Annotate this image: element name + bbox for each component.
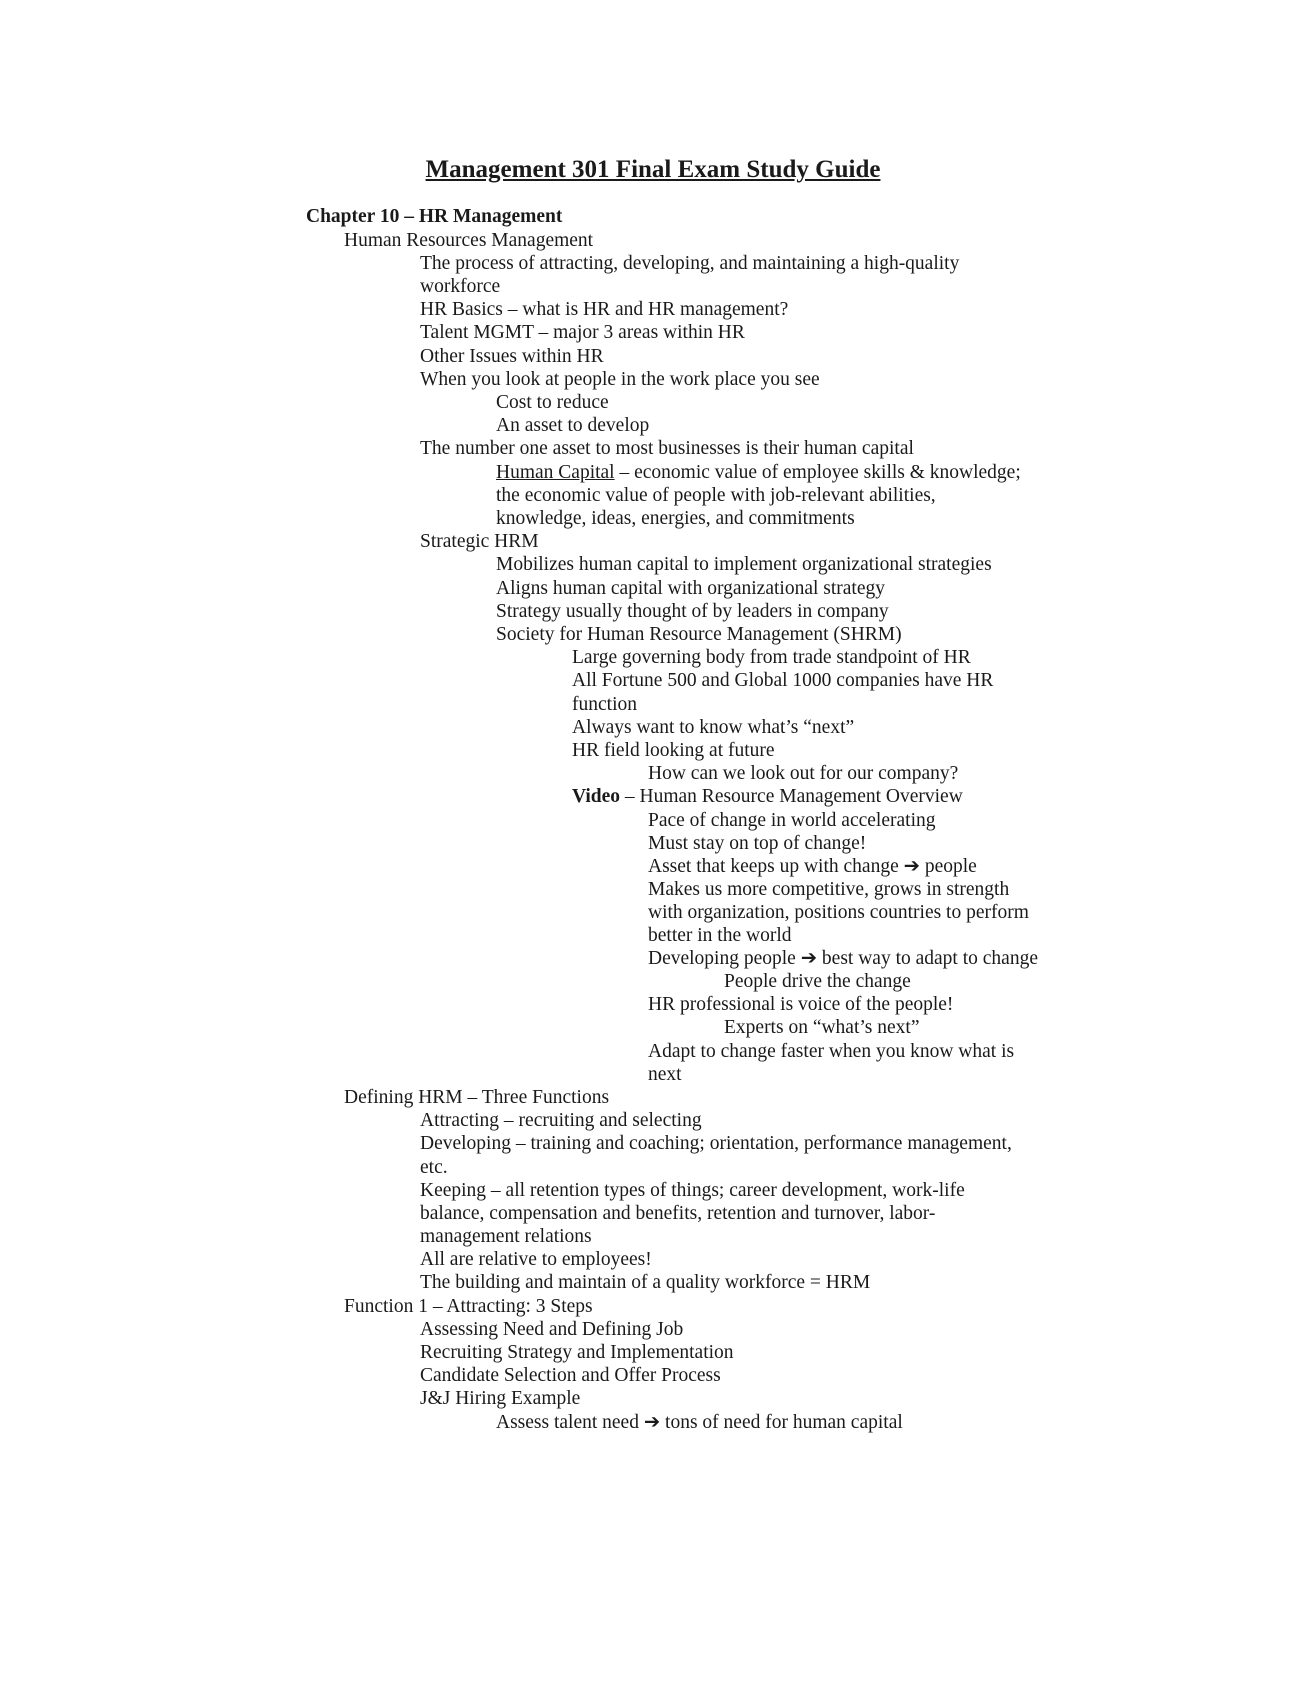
line-body: Candidate Selection and Offer Process bbox=[420, 1365, 721, 1386]
line-body: better in the world bbox=[648, 925, 792, 946]
line-body: Strategy usually thought of by leaders in company bbox=[496, 601, 889, 622]
line-body: – economic value of employee skills & knowledge; bbox=[614, 462, 1021, 483]
line-text bbox=[420, 367, 820, 392]
line-text bbox=[572, 715, 854, 740]
bold-term: Video bbox=[572, 786, 621, 807]
line-text bbox=[420, 320, 745, 345]
line-body: management relations bbox=[420, 1226, 592, 1247]
line-body: Function 1 – Attracting: 3 Steps bbox=[344, 1296, 593, 1317]
line-body: workforce bbox=[420, 276, 501, 297]
line-text bbox=[496, 599, 889, 624]
line-text bbox=[420, 1131, 1012, 1156]
line-body: next bbox=[648, 1064, 682, 1085]
line-body: An asset to develop bbox=[496, 415, 650, 436]
line-body: Asset that keeps up with change ➔ people bbox=[648, 856, 977, 877]
line-body: Assessing Need and Defining Job bbox=[420, 1319, 684, 1340]
line-text bbox=[420, 344, 604, 369]
line-text bbox=[420, 1340, 734, 1365]
line-text bbox=[496, 576, 885, 601]
line-text bbox=[420, 274, 500, 299]
line-text bbox=[420, 436, 914, 461]
line-body: Human Resources Management bbox=[344, 230, 594, 251]
line-text bbox=[648, 808, 935, 833]
line-body: function bbox=[572, 694, 637, 715]
line-body: HR Basics – what is HR and HR management? bbox=[420, 299, 789, 320]
line-text bbox=[420, 251, 959, 276]
line-text bbox=[648, 1039, 1014, 1064]
line-body: Recruiting Strategy and Implementation bbox=[420, 1342, 734, 1363]
line-text bbox=[496, 622, 902, 647]
line-body: Cost to reduce bbox=[496, 392, 609, 413]
line-text bbox=[496, 390, 609, 415]
line-text bbox=[648, 761, 958, 786]
line-body: Attracting – recruiting and selecting bbox=[420, 1110, 702, 1131]
line-text bbox=[648, 1062, 682, 1087]
line-text bbox=[420, 1363, 721, 1388]
line-body: Talent MGMT – major 3 areas within HR bbox=[420, 322, 745, 343]
line-text bbox=[724, 1015, 920, 1040]
line-body: Adapt to change faster when you know what is bbox=[648, 1041, 1015, 1062]
line-text bbox=[648, 877, 1009, 902]
line-text bbox=[420, 1155, 448, 1180]
line-text bbox=[496, 483, 936, 508]
line-body: the economic value of people with job-relevant abilities, bbox=[496, 485, 936, 506]
line-text bbox=[572, 784, 963, 809]
line-text bbox=[420, 1386, 580, 1411]
line-text bbox=[648, 923, 792, 948]
line-text bbox=[420, 297, 788, 322]
line-body: The number one asset to most businesses is their human capital bbox=[420, 438, 914, 459]
line-text bbox=[496, 552, 992, 577]
line-body: When you look at people in the work place you see bbox=[420, 369, 820, 390]
line-text bbox=[648, 946, 1038, 971]
line-text bbox=[420, 1224, 592, 1249]
line-text bbox=[420, 1178, 965, 1203]
line-body: Always want to know what’s “next” bbox=[572, 717, 855, 738]
line-body: Keeping – all retention types of things; career development, work-life bbox=[420, 1180, 965, 1201]
line-text bbox=[344, 1085, 609, 1110]
line-body: knowledge, ideas, energies, and commitments bbox=[496, 508, 855, 529]
line-body: balance, compensation and benefits, retention and turnover, labor- bbox=[420, 1203, 936, 1224]
line-body: How can we look out for our company? bbox=[648, 763, 959, 784]
line-body: Makes us more competitive, grows in strength bbox=[648, 879, 1010, 900]
line-text bbox=[420, 1108, 702, 1133]
underlined-term: Human Capital bbox=[496, 462, 615, 483]
line-text bbox=[648, 900, 1029, 925]
line-body: Other Issues within HR bbox=[420, 346, 604, 367]
line-body: HR field looking at future bbox=[572, 740, 775, 761]
line-text bbox=[496, 506, 855, 531]
line-body: etc. bbox=[420, 1157, 448, 1178]
line-text bbox=[344, 228, 593, 253]
line-text bbox=[572, 668, 993, 693]
line-text bbox=[648, 831, 866, 856]
line-body: Developing – training and coaching; orientation, performance management, bbox=[420, 1133, 1012, 1154]
line-body: Aligns human capital with organizational strategy bbox=[496, 578, 886, 599]
line-body: Society for Human Resource Management (SHRM) bbox=[496, 624, 902, 645]
line-text bbox=[420, 1317, 683, 1342]
line-body: – Human Resource Management Overview bbox=[620, 786, 963, 807]
page-title: Management 301 Final Exam Study Guide bbox=[425, 156, 881, 183]
line-text bbox=[420, 1247, 652, 1272]
line-text bbox=[344, 1294, 593, 1319]
line-body: All are relative to employees! bbox=[420, 1249, 652, 1270]
line-body: The process of attracting, developing, and maintaining a high-quality bbox=[420, 253, 960, 274]
line-text bbox=[648, 854, 977, 879]
line-text bbox=[572, 645, 971, 670]
line-text bbox=[648, 992, 953, 1017]
line-body: Chapter 10 – HR Management bbox=[306, 206, 563, 227]
line-body: Assess talent need ➔ tons of need for human capital bbox=[496, 1412, 903, 1433]
line-body: The building and maintain of a quality workforce = HRM bbox=[420, 1272, 871, 1293]
line-body: Large governing body from trade standpoint of HR bbox=[572, 647, 971, 668]
line-text bbox=[496, 1410, 903, 1435]
line-body: J&J Hiring Example bbox=[420, 1388, 581, 1409]
line-text bbox=[496, 460, 1021, 485]
line-body: HR professional is voice of the people! bbox=[648, 994, 954, 1015]
line-body: All Fortune 500 and Global 1000 companies have HR bbox=[572, 670, 994, 691]
line-body: Pace of change in world accelerating bbox=[648, 810, 936, 831]
line-body: Defining HRM – Three Functions bbox=[344, 1087, 610, 1108]
line-text bbox=[496, 413, 649, 438]
line-body: with organization, positions countries to perform bbox=[648, 902, 1029, 923]
line-text bbox=[572, 692, 637, 717]
line-body: Mobilizes human capital to implement organizational strategies bbox=[496, 554, 992, 575]
line-body: Strategic HRM bbox=[420, 531, 539, 552]
line-body: Developing people ➔ best way to adapt to change bbox=[648, 948, 1038, 969]
line-text bbox=[420, 1201, 935, 1226]
line-text bbox=[572, 738, 775, 763]
line-text bbox=[420, 1270, 870, 1295]
line-body: People drive the change bbox=[724, 971, 911, 992]
line-text bbox=[306, 204, 562, 229]
line-text bbox=[420, 529, 539, 554]
line-body: Experts on “what’s next” bbox=[724, 1017, 920, 1038]
line-text bbox=[724, 969, 911, 994]
line-body: Must stay on top of change! bbox=[648, 833, 867, 854]
